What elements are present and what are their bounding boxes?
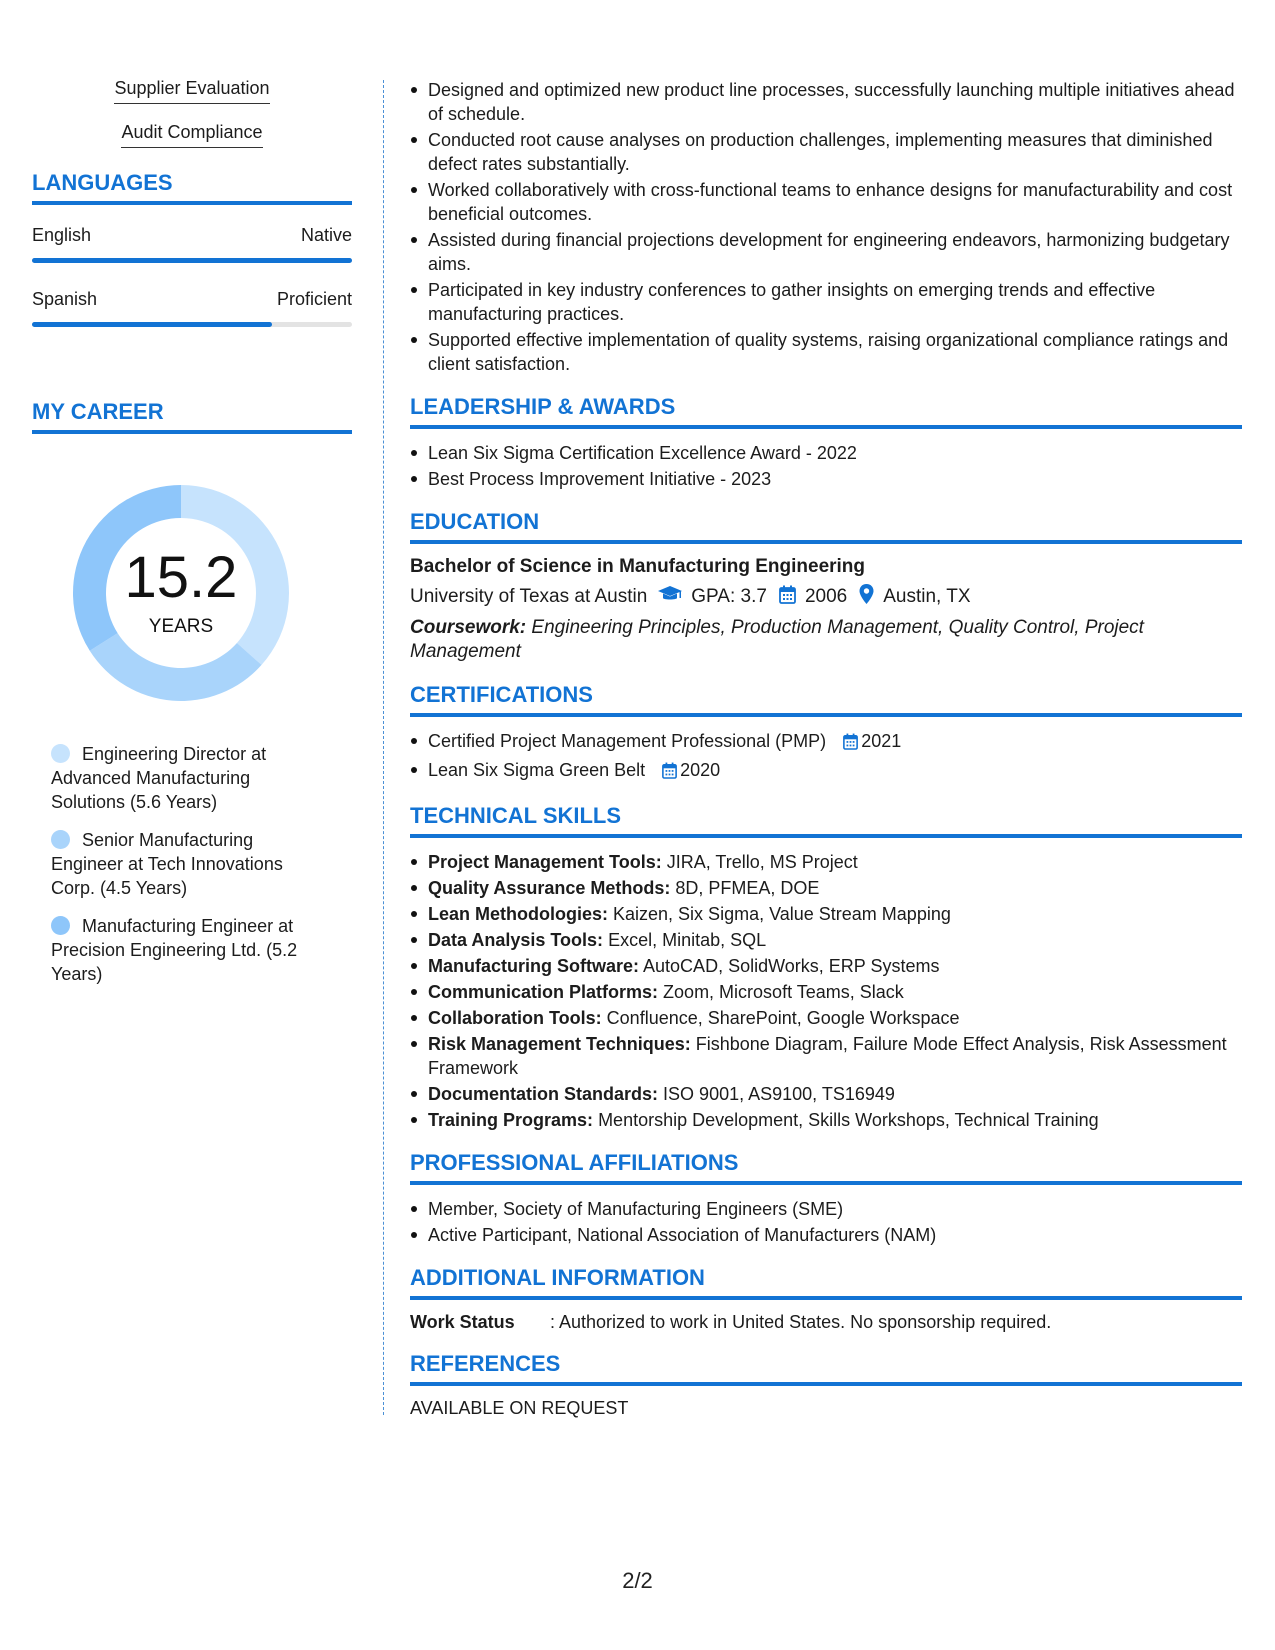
- education-gpa: GPA: 3.7: [691, 586, 767, 607]
- career-legend-item: Engineering Director at Advanced Manufacturing Solutions (5.6 Years): [51, 744, 267, 812]
- career-legend-item: Senior Manufacturing Engineer at Tech Innovations Corp. (4.5 Years): [51, 830, 283, 898]
- career-donut-chart: [66, 478, 296, 708]
- calendar-icon: [779, 585, 796, 610]
- education-location: Austin, TX: [883, 586, 971, 607]
- language-proficiency-bar: [32, 258, 352, 263]
- skill-item: Quality Assurance Methods: 8D, PFMEA, DOE: [428, 876, 1242, 900]
- skill-item: Collaboration Tools: Confluence, SharePoint, Google Workspace: [428, 1006, 1242, 1030]
- education-coursework: [410, 616, 1242, 664]
- coursework-label: Coursework:: [410, 617, 527, 638]
- language-proficiency-fill: [32, 322, 272, 327]
- legend-dot-icon: [51, 830, 70, 849]
- legend-dot-icon: [51, 744, 70, 763]
- certifications-list: [410, 729, 1242, 785]
- experience-bullet: Designed and optimized new product line processes, successfully launching multiple initiatives ahead of schedule.: [428, 78, 1242, 126]
- education-year: 2006: [804, 586, 848, 607]
- skill-item: Risk Management Techniques: Fishbone Diagram, Failure Mode Effect Analysis, Risk Assessment Framework: [428, 1032, 1242, 1080]
- certification-item: [428, 729, 1242, 756]
- calendar-icon: [843, 732, 858, 756]
- awards-heading: LEADERSHIP & AWARDS: [410, 394, 1242, 429]
- location-pin-icon: [859, 584, 874, 610]
- education-degree: Bachelor of Science in Manufacturing Engineering: [410, 556, 866, 577]
- affiliations-heading: PROFESSIONAL AFFILIATIONS: [410, 1150, 1242, 1185]
- legend-dot-icon: [51, 916, 70, 935]
- skill-item: Training Programs: Mentorship Development, Skills Workshops, Technical Training: [428, 1108, 1242, 1132]
- work-status-label: Work Status: [410, 1312, 515, 1332]
- experience-bullet: Conducted root cause analyses on production challenges, implementing measures that diminished defect rates substantially.: [428, 128, 1242, 176]
- references-heading: REFERENCES: [410, 1351, 1242, 1386]
- career-total-unit: YEARS: [148, 616, 214, 637]
- skill-item: Documentation Standards: ISO 9001, AS9100, TS16949: [428, 1082, 1242, 1106]
- language-item: [32, 289, 352, 327]
- work-status-value: : Authorized to work in United States. No sponsorship required.: [550, 1312, 1052, 1332]
- additional-info-heading: ADDITIONAL INFORMATION: [410, 1265, 1242, 1300]
- certification-item: [428, 758, 1242, 785]
- graduation-cap-icon: [657, 585, 683, 609]
- languages-heading: LANGUAGES: [32, 170, 352, 205]
- education-school: University of Texas at Austin: [410, 586, 648, 607]
- awards-list: [410, 441, 1242, 491]
- skills-list: [410, 850, 1242, 1132]
- skill-tag: Supplier Evaluation: [32, 78, 352, 104]
- affiliation-item: Active Participant, National Association of Manufacturers (NAM): [428, 1223, 1242, 1247]
- work-status-row: [410, 1312, 1242, 1333]
- career-heading: MY CAREER: [32, 399, 352, 434]
- experience-bullets: [410, 78, 1242, 376]
- certification-name: Lean Six Sigma Green Belt: [428, 760, 646, 780]
- certification-name: Certified Project Management Professional (PMP): [428, 731, 827, 751]
- career-total-years: 15.2: [124, 545, 238, 610]
- language-name: Spanish: [32, 289, 98, 309]
- award-item: Best Process Improvement Initiative - 2023: [428, 467, 1242, 491]
- certification-year: 2020: [680, 760, 721, 780]
- language-proficiency-fill: [32, 258, 352, 263]
- certification-year: 2021: [861, 731, 902, 751]
- education-meta: [410, 584, 1242, 610]
- donut-segment: [90, 633, 262, 701]
- award-item: Lean Six Sigma Certification Excellence Award - 2022: [428, 441, 1242, 465]
- calendar-icon: [662, 761, 677, 785]
- experience-bullet: Assisted during financial projections development for engineering endeavors, harmonizing budgetary aims.: [428, 228, 1242, 276]
- career-legend: [32, 742, 352, 986]
- language-level: Proficient: [276, 289, 352, 309]
- language-name: English: [32, 225, 92, 245]
- page-number: 2/2: [622, 1568, 653, 1593]
- experience-bullet: Worked collaboratively with cross-functional teams to enhance designs for manufacturability and cost beneficial outcomes.: [428, 178, 1242, 226]
- skill-item: Lean Methodologies: Kaizen, Six Sigma, Value Stream Mapping: [428, 902, 1242, 926]
- coursework-text: Engineering Principles, Production Management, Quality Control, Project Management: [410, 617, 1144, 662]
- skill-item: Manufacturing Software: AutoCAD, SolidWorks, ERP Systems: [428, 954, 1242, 978]
- column-divider: [383, 80, 384, 1415]
- skill-item: Communication Platforms: Zoom, Microsoft Teams, Slack: [428, 980, 1242, 1004]
- skill-item: Data Analysis Tools: Excel, Minitab, SQL: [428, 928, 1242, 952]
- skill-tag: Audit Compliance: [32, 122, 352, 148]
- affiliation-item: Member, Society of Manufacturing Engineers (SME): [428, 1197, 1242, 1221]
- career-legend-item: Manufacturing Engineer at Precision Engineering Ltd. (5.2 Years): [51, 916, 298, 984]
- references-text: AVAILABLE ON REQUEST: [410, 1398, 629, 1418]
- experience-bullet: Participated in key industry conferences to gather insights on emerging trends and effective manufacturing practices.: [428, 278, 1242, 326]
- main-content: [410, 78, 1242, 1419]
- skill-item: Project Management Tools: JIRA, Trello, MS Project: [428, 850, 1242, 874]
- language-item: [32, 225, 352, 263]
- language-level: Native: [300, 225, 352, 245]
- affiliations-list: [410, 1197, 1242, 1247]
- experience-bullet: Supported effective implementation of quality systems, raising organizational compliance ratings and client satisfaction.: [428, 328, 1242, 376]
- certifications-heading: CERTIFICATIONS: [410, 682, 1242, 717]
- skills-heading: TECHNICAL SKILLS: [410, 803, 1242, 838]
- education-heading: EDUCATION: [410, 509, 1242, 544]
- language-proficiency-bar: [32, 322, 352, 327]
- sidebar: [32, 78, 352, 1000]
